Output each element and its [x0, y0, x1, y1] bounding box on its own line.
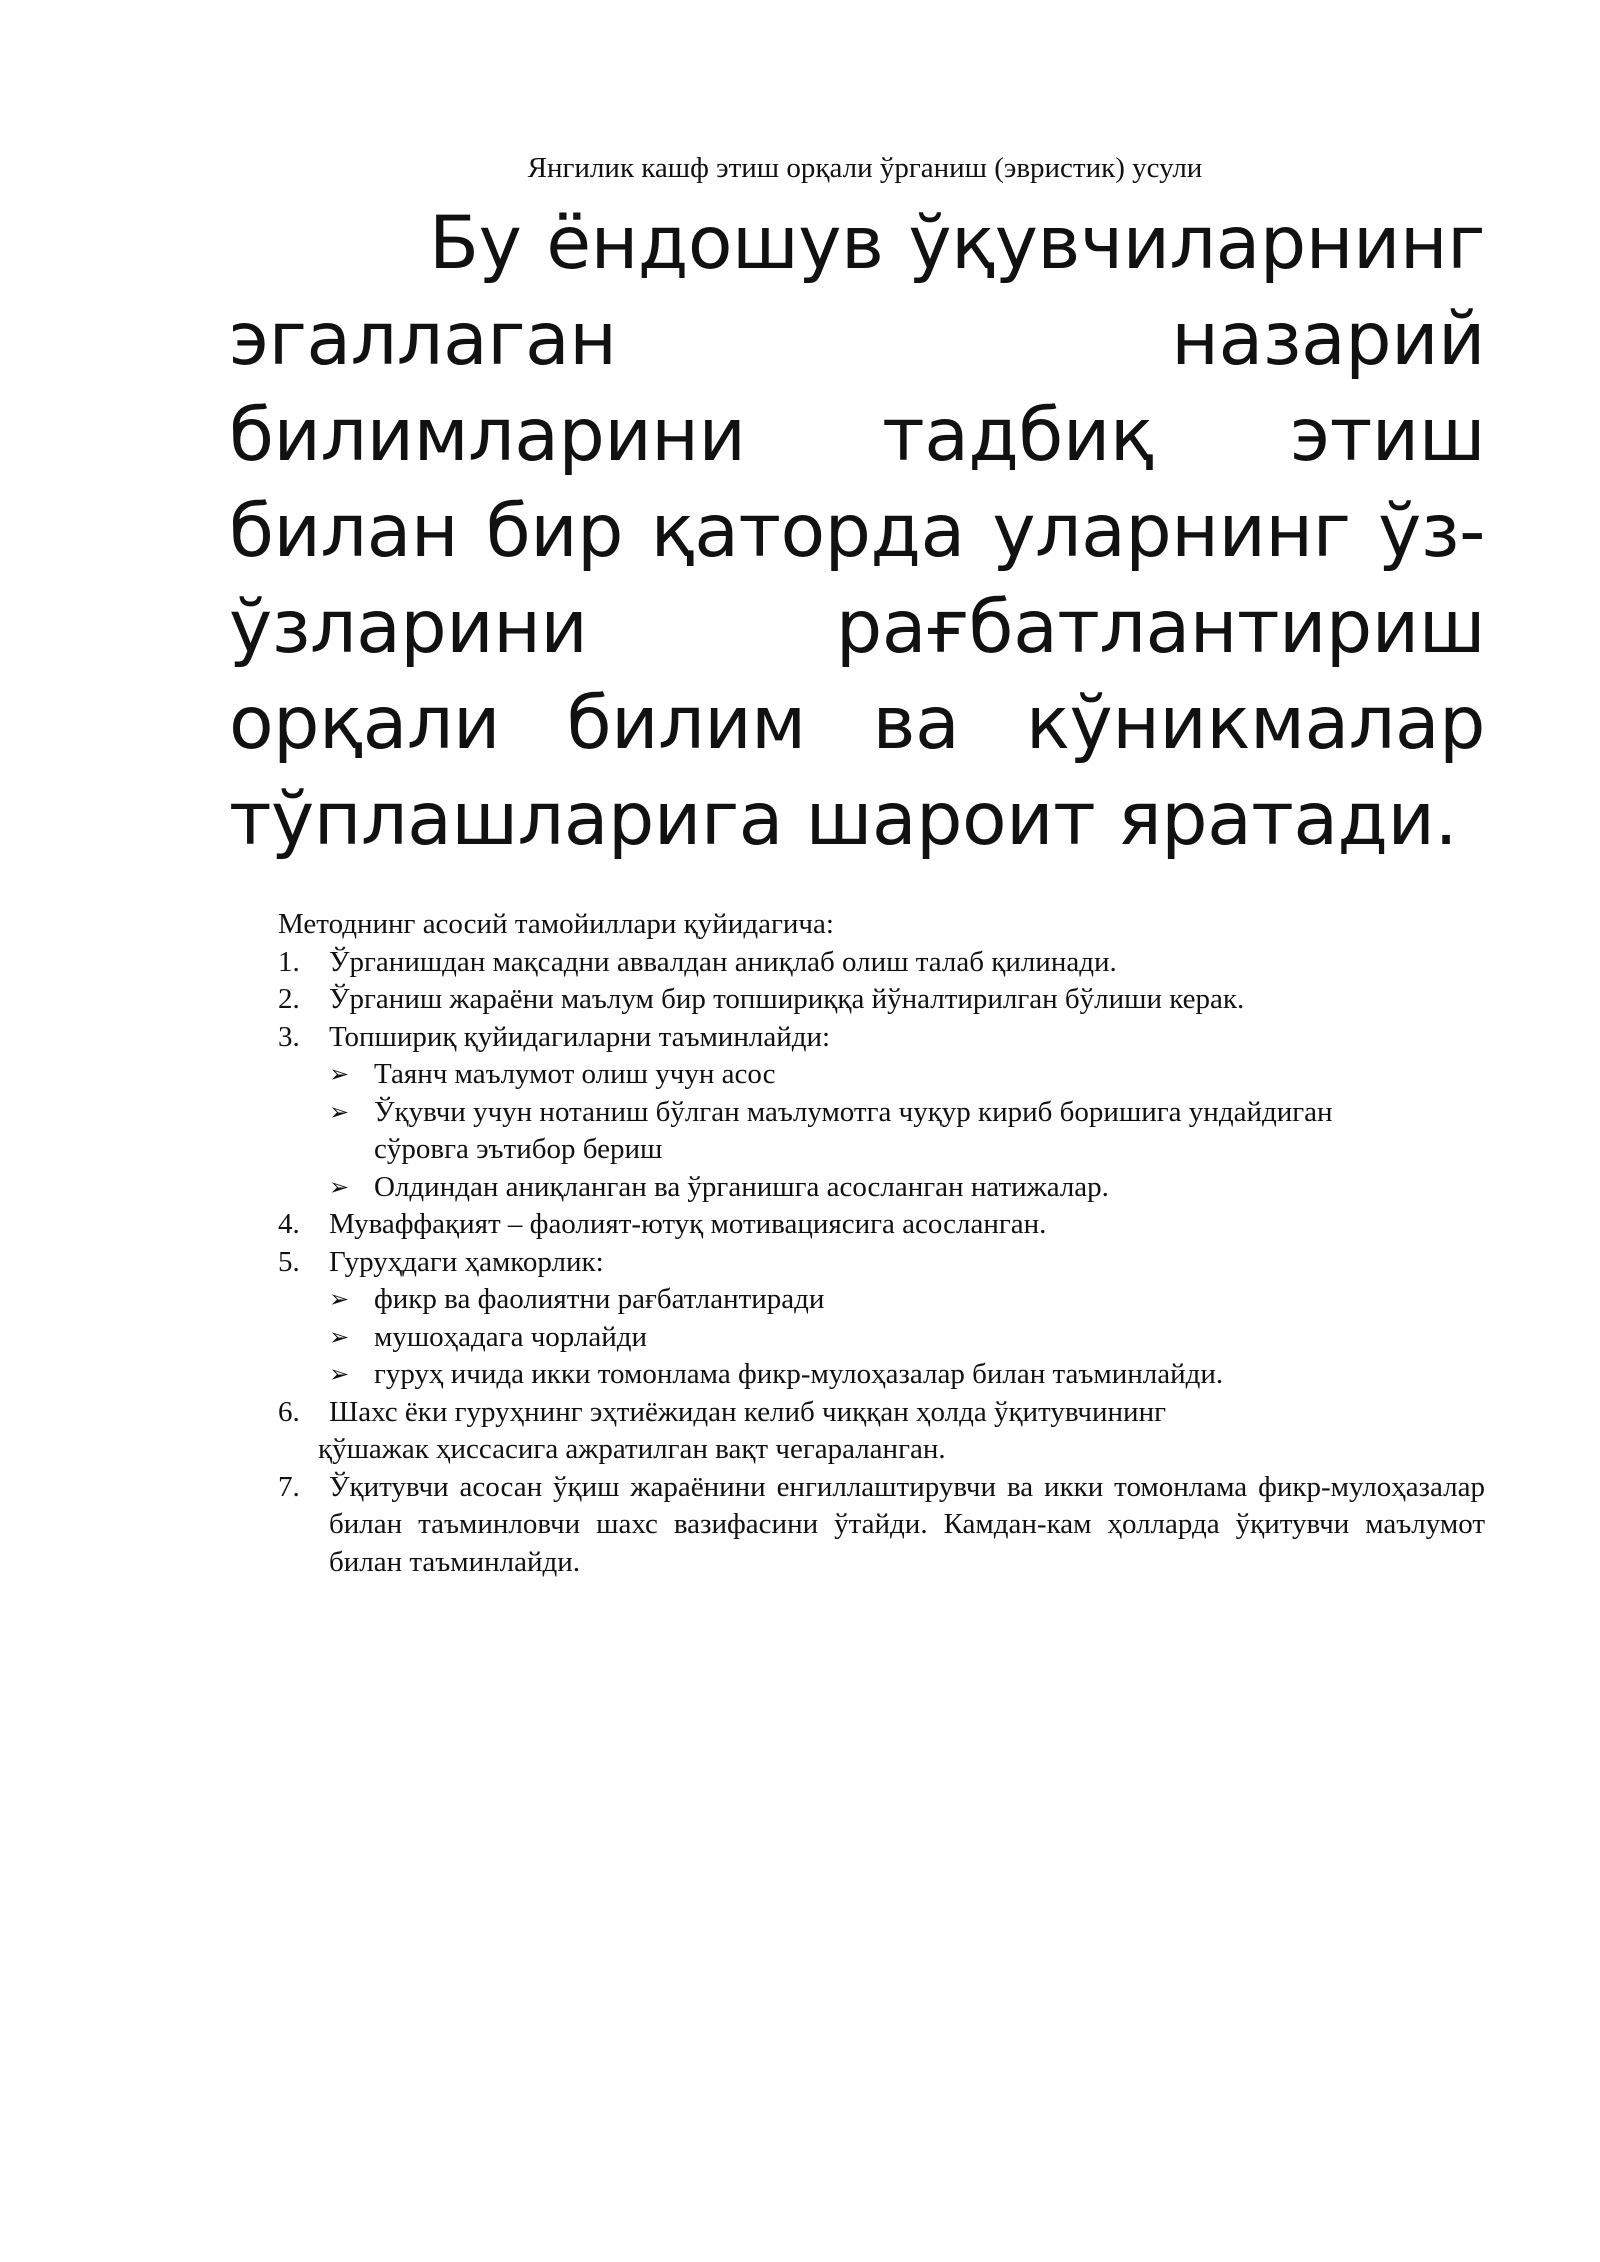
- arrow-bullet-icon: ➢: [329, 1060, 350, 1088]
- list-text-continued: қўшажак ҳиссасига ажратилган вақт чегараланган.: [318, 1433, 946, 1465]
- list-text: Шахс ёки гуруҳнинг эҳтиёжидан келиб чиққан ҳолда ўқитувчининг: [329, 1395, 1166, 1428]
- bullet-text: Ўқувчи учун нотаниш бўлган маълумотга чуқур кириб боришига ундайдиган: [374, 1095, 1333, 1128]
- bullet-text: мушоҳадага чорлайди: [374, 1320, 648, 1353]
- list-number: 2.: [278, 983, 300, 1015]
- list-text: Топшириқ қуйидагиларни таъминлайди:: [329, 1020, 831, 1053]
- list-number: 7.: [278, 1470, 300, 1503]
- list-number: 1.: [278, 945, 300, 978]
- bullet-text: гуруҳ ичида икки томонлама фикр-мулоҳазалар билан таъминлайди.: [374, 1358, 1224, 1390]
- list-number: 3.: [278, 1020, 300, 1053]
- list-number: 6.: [278, 1395, 300, 1428]
- list-text: Гуруҳдаги ҳамкорлик:: [329, 1245, 604, 1278]
- list-text: Муваффақият – фаолият-ютуқ мотивациясига асосланган.: [329, 1208, 1047, 1240]
- large-paragraph: [229, 196, 1485, 868]
- bullet-text: фикр ва фаолиятни рағбатлантиради: [374, 1283, 825, 1315]
- arrow-bullet-icon: ➢: [329, 1285, 350, 1313]
- list-text: Ўрганишдан мақсадни аввалдан аниқлаб олиш талаб қилинади.: [329, 945, 1117, 978]
- large-paragraph-text: Бу ёндошув ўқувчиларнинг эгаллаган назарий билимларини тадбиқ этиш билан бир қаторда уларнинг ўз-ўзларини рағбатлантириш орқали билим ва кўникмалар тўплашларига шароит яратади.: [229, 201, 1485, 862]
- bullet-text-continued: сўровга эътибор бериш: [374, 1133, 663, 1165]
- arrow-bullet-icon: ➢: [329, 1322, 350, 1351]
- arrow-bullet-icon: ➢: [329, 1097, 350, 1126]
- list-text: Ўқитувчи асосан ўқиш жараёнини енгиллаштирувчи ва икки томонлама фикр-мулоҳазалар билан таъминловчи шахс вазифасини ўтайди. Камдан-кам ҳолларда ўқитувчи маълумот билан таъминлайди.: [329, 1470, 1485, 1578]
- document-title: Янгилик кашф этиш орқали ўрганиш (эвристик) усули: [527, 152, 1203, 184]
- list-number: 5.: [278, 1245, 300, 1278]
- list-text: Ўрганиш жараёни маълум бир топшириққа йўналтирилган бўлиши керак.: [329, 983, 1245, 1015]
- list-number: 4.: [278, 1208, 300, 1240]
- principles-intro: Методнинг асосий тамойиллари қуйидагича:: [278, 908, 834, 940]
- bullet-text: Олдиндан аниқланган ва ўрганишга асосланган натижалар.: [374, 1170, 1109, 1203]
- arrow-bullet-icon: ➢: [329, 1360, 350, 1388]
- bullet-text: Таянч маълумот олиш учун асос: [374, 1058, 776, 1090]
- arrow-bullet-icon: ➢: [329, 1172, 350, 1201]
